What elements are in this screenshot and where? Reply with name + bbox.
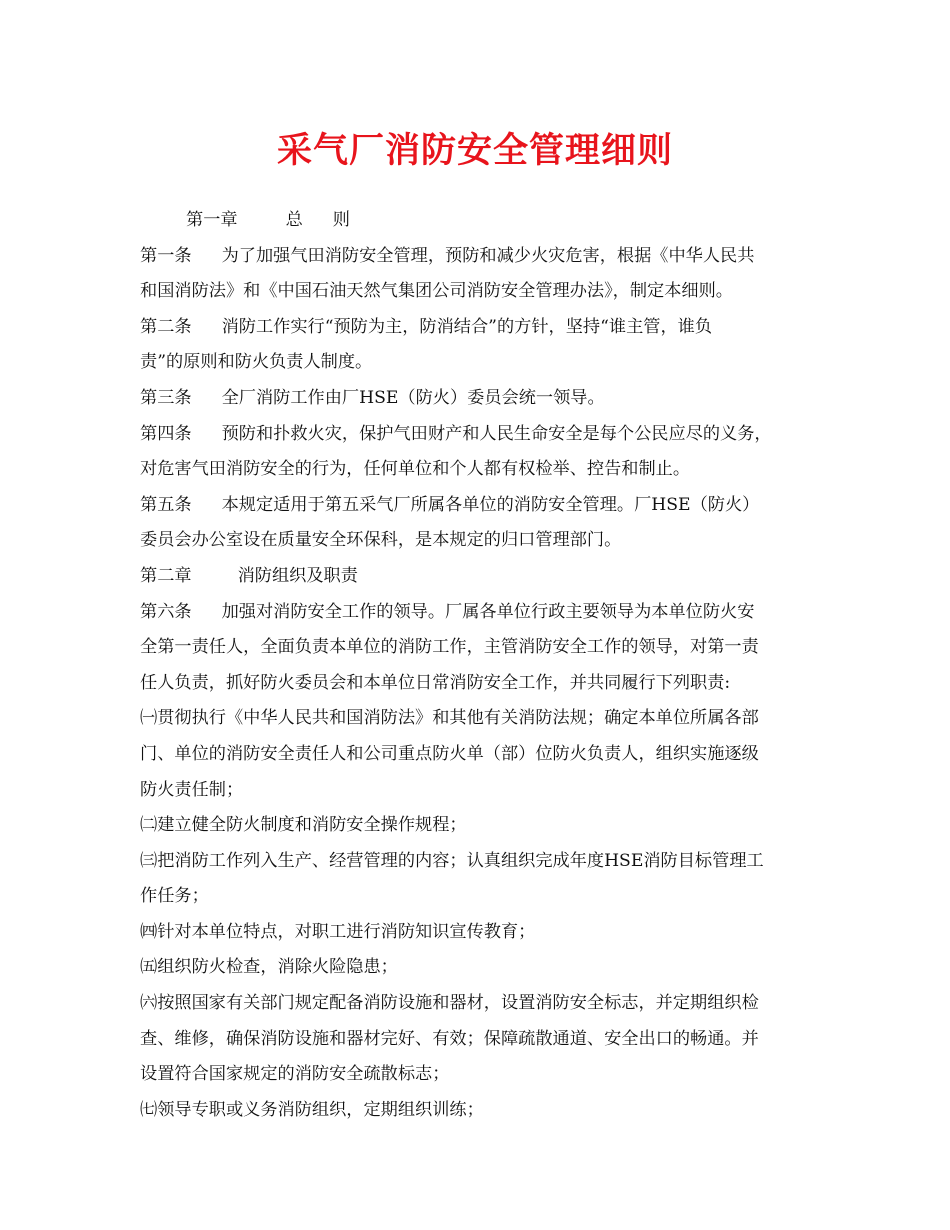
duty-7-line-1: ㈦领导专职或义务消防组织，定期组织训练； [140,1099,484,1120]
duty-1-line-3: 防火责任制； [140,779,244,800]
duty-1-line-2: 门、单位的消防安全责任人和公司重点防火单（部）位防火负责人，组织实施逐级 [140,743,759,764]
duty-4-line-1: ㈣针对本单位特点，对职工进行消防知识宣传教育； [140,921,536,942]
chapter-2-title: 消防组织及职责 [237,565,358,586]
article-2-text: 消防工作实行“预防为主，防消结合”的方针，坚持“谁主管，谁负 [221,316,713,337]
article-3-line-1 [140,381,826,417]
chapter-1-heading [140,203,826,239]
article-5-line-2: 委员会办公室设在质量安全环保科，是本规定的归口管理部门。 [140,530,622,551]
duty-5-line-1: ㈤组织防火检查，消除火险隐患； [140,957,398,978]
article-3-label: 第三条 [140,387,192,408]
duty-6-line-1: ㈥按照国家有关部门规定配备消防设施和器材，设置消防安全标志，并定期组织检 [140,993,759,1014]
chapter-1-word-2: 则 [332,210,350,230]
document-body [140,203,826,1128]
article-6-label: 第六条 [140,601,192,622]
duty-6-line-3: 设置符合国家规定的消防安全疏散标志； [140,1064,450,1085]
article-2-label: 第二条 [140,316,192,337]
article-1-line-2: 和国消防法》和《中国石油天然气集团公司消防安全管理办法》，制定本细则。 [140,281,733,302]
article-5-label: 第五条 [140,494,192,515]
article-4-line-2: 对危害气田消防安全的行为，任何单位和个人都有权检举、控告和制止。 [140,459,691,480]
article-5-text: 本规定适用于第五采气厂所属各单位的消防安全管理。厂HSE（防火） [221,494,760,515]
article-6-text: 加强对消防安全工作的领导。厂属各单位行政主要领导为本单位防火安 [221,601,755,622]
article-3-text: 全厂消防工作由厂HSE（防火）委员会统一领导。 [221,387,605,408]
duty-6-line-2: 查、维修，确保消防设施和器材完好、有效；保障疏散通道、安全出口的畅通。并 [140,1028,759,1049]
duty-3-line-1: ㈢把消防工作列入生产、经营管理的内容；认真组织完成年度HSE消防目标管理工 [140,850,764,871]
article-1-label: 第一条 [140,245,192,266]
article-1-line-1 [140,239,826,275]
chapter-2-label: 第二章 [140,565,192,586]
article-2-line-2: 责”的原则和防火负责人制度。 [140,352,373,373]
article-6-line-2: 全第一责任人，全面负责本单位的消防工作，主管消防安全工作的领导，对第一责 [140,637,759,658]
article-4-label: 第四条 [140,423,192,444]
duty-2-line-1: ㈡建立健全防火制度和消防安全操作规程； [140,815,467,836]
article-2-line-1 [140,310,826,346]
article-5-line-1 [140,488,826,524]
chapter-1-label: 第一章 [186,210,238,230]
chapter-2-heading [140,559,826,595]
article-4-text: 预防和扑救火灾，保护气田财产和人民生命安全是每个公民应尽的义务， [221,423,772,444]
article-1-text: 为了加强气田消防安全管理，预防和减少火灾危害，根据《中华人民共 [221,245,755,266]
document-title: 采气厂消防安全管理细则 [276,130,673,171]
duty-3-line-2: 作任务； [140,886,209,907]
chapter-1-word-1: 总 [285,210,303,230]
article-6-line-1 [140,595,826,631]
article-4-line-1 [140,417,826,453]
duty-1-line-1: ㈠贯彻执行《中华人民共和国消防法》和其他有关消防法规；确定本单位所属各部 [140,708,759,729]
article-6-line-3: 任人负责，抓好防火委员会和本单位日常消防安全工作，并共同履行下列职责: [140,672,731,693]
